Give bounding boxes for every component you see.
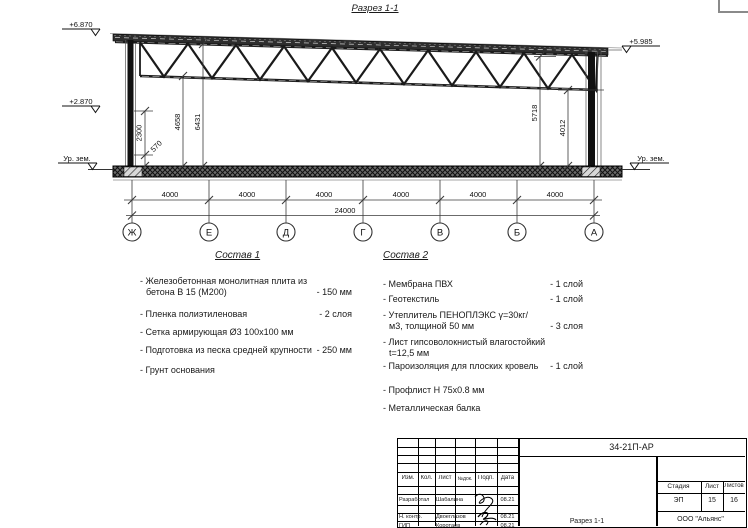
sheet-value: 15 xyxy=(708,497,716,504)
bay-dim: 4000 xyxy=(546,190,564,199)
sheet-label: Лист xyxy=(704,483,720,490)
row-date: 08.21 xyxy=(500,497,515,503)
section-drawing-svg xyxy=(0,0,748,260)
col-podp: Подп. xyxy=(478,475,494,481)
axis-label: Б xyxy=(513,227,521,239)
elev-left-top xyxy=(62,20,100,36)
sostav-1-block xyxy=(140,250,352,376)
axis-bubbles xyxy=(123,223,603,241)
elev-left-mid xyxy=(62,97,100,113)
elev-right-top xyxy=(622,37,660,53)
bay-dim: 4000 xyxy=(238,190,256,199)
row-name: Шабалина xyxy=(436,497,464,503)
svg-text:Ур. зем.: Ур. зем. xyxy=(63,154,91,163)
columns xyxy=(126,40,602,166)
bay-dim: 4000 xyxy=(392,190,410,199)
col-kol: Кол. xyxy=(420,475,433,481)
sheets-value: 16 xyxy=(730,497,738,504)
sostav-1-title: Состав 1 xyxy=(215,250,261,261)
bay-dim: 4000 xyxy=(315,190,333,199)
titleblock-drawing-name: Разрез 1-1 xyxy=(569,518,605,525)
stage-value: ЭП xyxy=(673,497,684,504)
signature-scribbles xyxy=(472,487,500,526)
dim-6431-label: 6431 xyxy=(193,113,202,131)
bottom-dimension-chain xyxy=(124,180,602,223)
list-item: - Пленка полиэтиленовая - 2 слоя xyxy=(140,309,352,319)
dim-4658-label: 4658 xyxy=(173,113,182,131)
row-role: Н. контр. xyxy=(399,514,423,520)
section-title: Разрез 1-1 xyxy=(351,3,399,14)
company-name: ООО "Альянс" xyxy=(677,516,724,523)
list-item: - Металлическая балка xyxy=(383,403,481,413)
elev-ground-left xyxy=(58,154,97,170)
list-item: - Геотекстиль - 1 слой xyxy=(383,294,583,304)
list-item: - Пароизоляция для плоских кровель - 1 слой xyxy=(383,361,583,371)
sostav-2-title: Состав 2 xyxy=(383,250,429,261)
list-item: - Утеплитель ПЕНОПЛЭКС γ=30кг/м3, толщиной 50 мм - 3 слоя xyxy=(383,310,583,331)
col-ndok: №док. xyxy=(457,476,473,482)
list-item: - Лист гипсоволокнистый влагостойкий t=12,5 мм xyxy=(383,337,546,358)
doc-number: 34-21П-АР xyxy=(609,442,654,452)
sheets-label: Листов xyxy=(724,483,744,489)
axis-label: Е xyxy=(205,227,213,239)
svg-text:Ур. зем.: Ур. зем. xyxy=(637,154,665,163)
dim-5718-label: 5718 xyxy=(530,104,539,122)
axis-label: А xyxy=(590,227,598,239)
row-name: Двоеглазов xyxy=(436,514,466,520)
axis-label: Д xyxy=(282,227,290,239)
sostav-2-block xyxy=(383,250,583,414)
total-dim: 24000 xyxy=(334,206,356,215)
list-item: - Профлист Н 75х0.8 мм xyxy=(383,385,485,395)
axis-label: Г xyxy=(360,227,366,239)
list-item: - Сетка армирующая Ø3 100х100 мм xyxy=(140,327,294,337)
list-item: - Подготовка из песка средней крупности - 250 мм xyxy=(140,345,352,355)
axis-label: Ж xyxy=(127,227,137,239)
list-item: - Железобетонная монолитная плита из бетона В 15 (М200) - 150 мм xyxy=(140,276,352,297)
col-list: Лист xyxy=(438,475,452,481)
row-name: Коротаев xyxy=(436,522,461,528)
list-item: - Мембрана ПВХ - 1 слой xyxy=(383,279,583,289)
col-data: Дата xyxy=(500,475,515,481)
row-role: ГИП xyxy=(399,522,411,528)
vertical-dimensions xyxy=(134,40,604,170)
bay-dim: 4000 xyxy=(469,190,487,199)
svg-text:+6.870: +6.870 xyxy=(69,20,93,29)
row-date: 08.21 xyxy=(500,514,515,520)
dim-2300-label: 2300 xyxy=(134,124,144,142)
bay-dim: 4000 xyxy=(161,190,179,199)
stage-label: Стадия xyxy=(667,483,690,490)
elev-ground-right xyxy=(630,154,669,170)
row-date: 08.21 xyxy=(500,522,515,528)
svg-text:+2.870: +2.870 xyxy=(69,97,93,106)
dim-4012-label: 4012 xyxy=(558,119,567,137)
title-block xyxy=(397,438,747,528)
axis-label: В xyxy=(436,227,444,239)
svg-text:+5.985: +5.985 xyxy=(629,37,653,46)
dim-570-label: 570 xyxy=(148,138,164,154)
row-role: Разработал xyxy=(399,497,430,503)
list-item: - Грунт основания xyxy=(140,365,215,375)
col-izm: Изм. xyxy=(401,475,415,481)
